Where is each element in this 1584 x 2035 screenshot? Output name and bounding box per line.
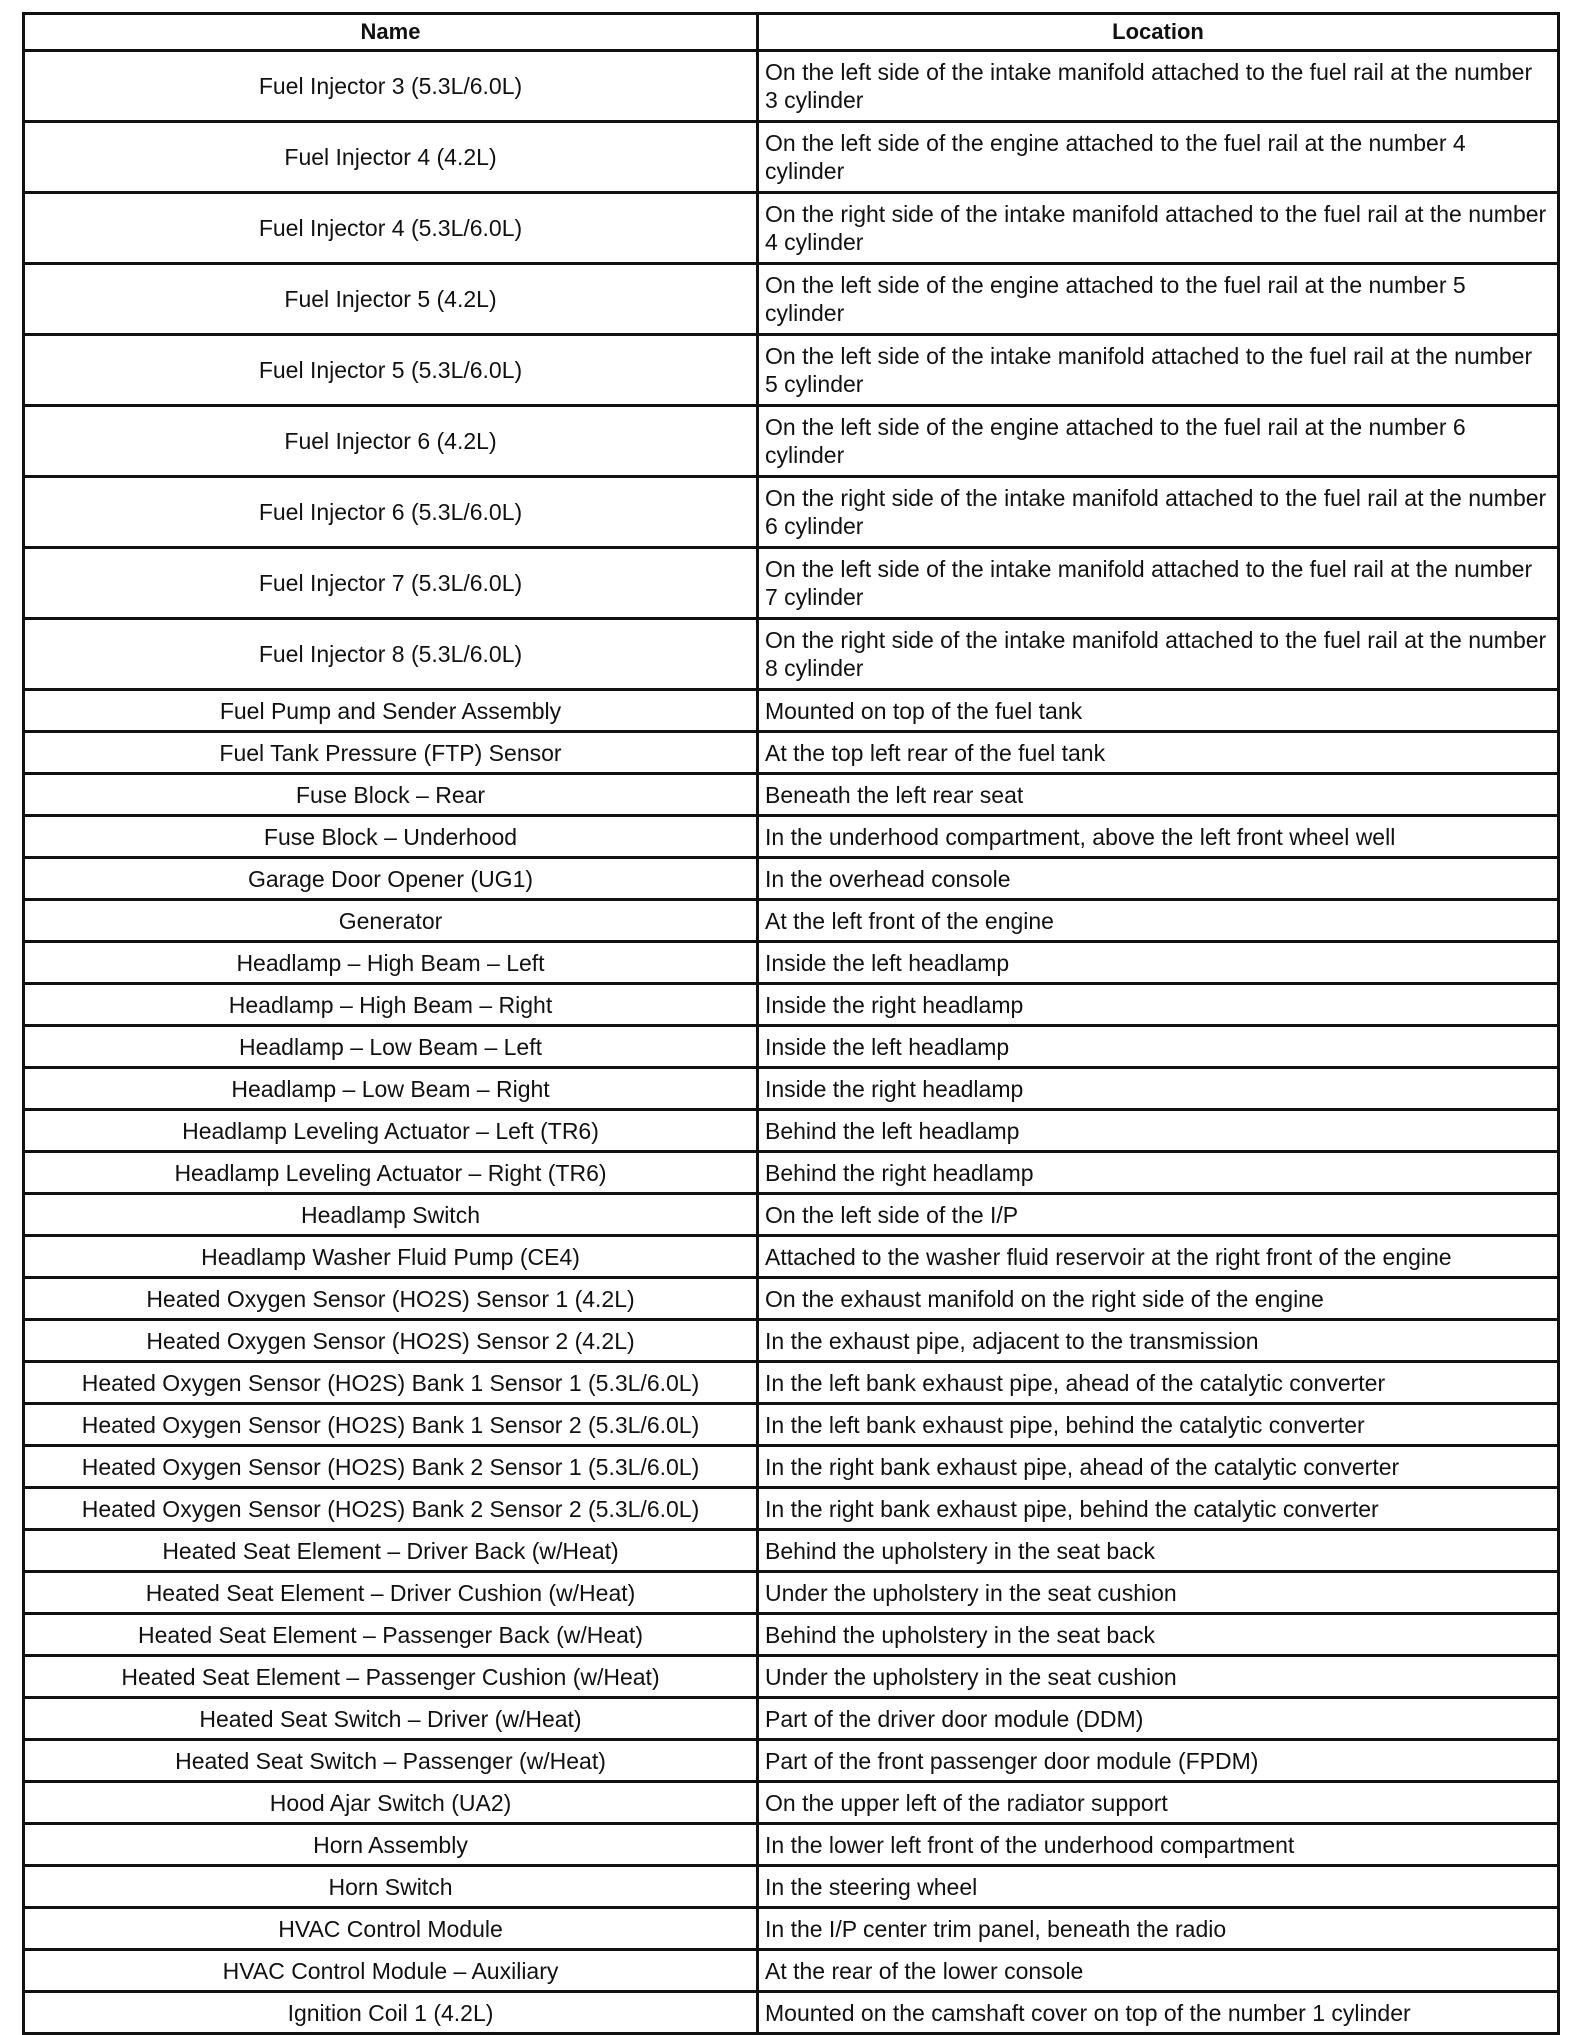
cell-component-location: Mounted on the camshaft cover on top of the number 1 cylinder xyxy=(758,1992,1559,2034)
cell-component-name: Heated Oxygen Sensor (HO2S) Bank 2 Sensor 2 (5.3L/6.0L) xyxy=(24,1488,758,1530)
cell-component-location: Beneath the left rear seat xyxy=(758,774,1559,816)
table-row xyxy=(24,548,1559,619)
cell-component-name: Fuel Injector 4 (5.3L/6.0L) xyxy=(24,193,758,264)
table-row xyxy=(24,690,1559,732)
table-row xyxy=(24,264,1559,335)
cell-component-name: Heated Seat Element – Passenger Cushion (w/Heat) xyxy=(24,1656,758,1698)
table-row xyxy=(24,1614,1559,1656)
cell-component-name: Headlamp Leveling Actuator – Right (TR6) xyxy=(24,1152,758,1194)
cell-component-location: Attached to the washer fluid reservoir at the right front of the engine xyxy=(758,1236,1559,1278)
table-row xyxy=(24,1320,1559,1362)
table-body xyxy=(24,51,1559,2034)
cell-component-location: Behind the right headlamp xyxy=(758,1152,1559,1194)
table-row xyxy=(24,1194,1559,1236)
table-row xyxy=(24,942,1559,984)
cell-component-name: HVAC Control Module xyxy=(24,1908,758,1950)
component-location-table xyxy=(22,12,1560,2035)
cell-component-name: Heated Oxygen Sensor (HO2S) Bank 1 Sensor 2 (5.3L/6.0L) xyxy=(24,1404,758,1446)
cell-component-location: Inside the right headlamp xyxy=(758,1068,1559,1110)
cell-component-location: Behind the upholstery in the seat back xyxy=(758,1614,1559,1656)
cell-component-location: On the left side of the intake manifold attached to the fuel rail at the number 5 cylinder xyxy=(758,335,1559,406)
table-row xyxy=(24,1698,1559,1740)
cell-component-name: Horn Assembly xyxy=(24,1824,758,1866)
table-row xyxy=(24,1362,1559,1404)
table-row xyxy=(24,858,1559,900)
cell-component-location: On the upper left of the radiator support xyxy=(758,1782,1559,1824)
cell-component-location: On the right side of the intake manifold attached to the fuel rail at the number 8 cylinder xyxy=(758,619,1559,690)
cell-component-name: Headlamp Washer Fluid Pump (CE4) xyxy=(24,1236,758,1278)
table-row xyxy=(24,1530,1559,1572)
table-row xyxy=(24,1026,1559,1068)
cell-component-name: Headlamp – High Beam – Left xyxy=(24,942,758,984)
component-location-table-container xyxy=(22,12,1560,2035)
cell-component-location: In the steering wheel xyxy=(758,1866,1559,1908)
cell-component-location: Inside the left headlamp xyxy=(758,942,1559,984)
cell-component-name: Fuel Injector 3 (5.3L/6.0L) xyxy=(24,51,758,122)
cell-component-location: Part of the driver door module (DDM) xyxy=(758,1698,1559,1740)
table-row xyxy=(24,619,1559,690)
cell-component-location: In the exhaust pipe, adjacent to the transmission xyxy=(758,1320,1559,1362)
table-row xyxy=(24,1866,1559,1908)
column-header-location: Location xyxy=(758,14,1559,51)
cell-component-name: Headlamp – Low Beam – Right xyxy=(24,1068,758,1110)
table-row xyxy=(24,1446,1559,1488)
cell-component-location: Inside the right headlamp xyxy=(758,984,1559,1026)
cell-component-location: Part of the front passenger door module (FPDM) xyxy=(758,1740,1559,1782)
cell-component-name: Hood Ajar Switch (UA2) xyxy=(24,1782,758,1824)
cell-component-location: On the left side of the engine attached to the fuel rail at the number 5 cylinder xyxy=(758,264,1559,335)
table-row xyxy=(24,51,1559,122)
cell-component-name: Heated Seat Switch – Driver (w/Heat) xyxy=(24,1698,758,1740)
table-row xyxy=(24,774,1559,816)
table-row xyxy=(24,1782,1559,1824)
table-row xyxy=(24,732,1559,774)
cell-component-name: Heated Oxygen Sensor (HO2S) Bank 1 Sensor 1 (5.3L/6.0L) xyxy=(24,1362,758,1404)
cell-component-location: In the overhead console xyxy=(758,858,1559,900)
cell-component-location: On the left side of the I/P xyxy=(758,1194,1559,1236)
cell-component-location: In the left bank exhaust pipe, ahead of the catalytic converter xyxy=(758,1362,1559,1404)
cell-component-name: Fuse Block – Rear xyxy=(24,774,758,816)
cell-component-location: On the exhaust manifold on the right side of the engine xyxy=(758,1278,1559,1320)
cell-component-name: Ignition Coil 1 (4.2L) xyxy=(24,1992,758,2034)
cell-component-location: On the left side of the intake manifold attached to the fuel rail at the number 3 cylinder xyxy=(758,51,1559,122)
table-row xyxy=(24,122,1559,193)
cell-component-location: At the top left rear of the fuel tank xyxy=(758,732,1559,774)
table-row xyxy=(24,816,1559,858)
table-row xyxy=(24,1656,1559,1698)
cell-component-name: Heated Oxygen Sensor (HO2S) Sensor 1 (4.2L) xyxy=(24,1278,758,1320)
cell-component-name: Fuel Injector 4 (4.2L) xyxy=(24,122,758,193)
cell-component-name: Heated Seat Element – Driver Back (w/Heat) xyxy=(24,1530,758,1572)
cell-component-name: Garage Door Opener (UG1) xyxy=(24,858,758,900)
cell-component-name: Heated Oxygen Sensor (HO2S) Sensor 2 (4.2L) xyxy=(24,1320,758,1362)
table-row xyxy=(24,1572,1559,1614)
cell-component-location: On the right side of the intake manifold attached to the fuel rail at the number 4 cylinder xyxy=(758,193,1559,264)
table-row xyxy=(24,1824,1559,1866)
table-row xyxy=(24,1110,1559,1152)
cell-component-name: Headlamp Switch xyxy=(24,1194,758,1236)
cell-component-location: In the left bank exhaust pipe, behind the catalytic converter xyxy=(758,1404,1559,1446)
table-row xyxy=(24,1740,1559,1782)
cell-component-name: Headlamp Leveling Actuator – Left (TR6) xyxy=(24,1110,758,1152)
cell-component-location: On the left side of the intake manifold attached to the fuel rail at the number 7 cylinder xyxy=(758,548,1559,619)
table-row xyxy=(24,1992,1559,2034)
cell-component-location: In the right bank exhaust pipe, ahead of the catalytic converter xyxy=(758,1446,1559,1488)
table-header-row xyxy=(24,14,1559,51)
table-row xyxy=(24,1236,1559,1278)
cell-component-name: Fuse Block – Underhood xyxy=(24,816,758,858)
cell-component-name: Fuel Injector 6 (5.3L/6.0L) xyxy=(24,477,758,548)
table-row xyxy=(24,1488,1559,1530)
table-row xyxy=(24,193,1559,264)
cell-component-location: On the right side of the intake manifold attached to the fuel rail at the number 6 cylinder xyxy=(758,477,1559,548)
cell-component-name: Fuel Injector 6 (4.2L) xyxy=(24,406,758,477)
cell-component-location: In the I/P center trim panel, beneath the radio xyxy=(758,1908,1559,1950)
cell-component-location: Under the upholstery in the seat cushion xyxy=(758,1572,1559,1614)
cell-component-location: Under the upholstery in the seat cushion xyxy=(758,1656,1559,1698)
cell-component-location: On the left side of the engine attached to the fuel rail at the number 6 cylinder xyxy=(758,406,1559,477)
table-row xyxy=(24,900,1559,942)
table-row xyxy=(24,1404,1559,1446)
cell-component-location: On the left side of the engine attached to the fuel rail at the number 4 cylinder xyxy=(758,122,1559,193)
cell-component-name: Heated Seat Switch – Passenger (w/Heat) xyxy=(24,1740,758,1782)
table-row xyxy=(24,1950,1559,1992)
cell-component-location: At the left front of the engine xyxy=(758,900,1559,942)
table-row xyxy=(24,406,1559,477)
cell-component-location: Inside the left headlamp xyxy=(758,1026,1559,1068)
cell-component-name: Heated Seat Element – Passenger Back (w/Heat) xyxy=(24,1614,758,1656)
cell-component-name: Fuel Tank Pressure (FTP) Sensor xyxy=(24,732,758,774)
table-row xyxy=(24,477,1559,548)
cell-component-location: Behind the upholstery in the seat back xyxy=(758,1530,1559,1572)
cell-component-name: Headlamp – High Beam – Right xyxy=(24,984,758,1026)
cell-component-location: Behind the left headlamp xyxy=(758,1110,1559,1152)
cell-component-name: Heated Oxygen Sensor (HO2S) Bank 2 Sensor 1 (5.3L/6.0L) xyxy=(24,1446,758,1488)
cell-component-name: Fuel Injector 5 (4.2L) xyxy=(24,264,758,335)
cell-component-name: Fuel Pump and Sender Assembly xyxy=(24,690,758,732)
cell-component-location: In the right bank exhaust pipe, behind the catalytic converter xyxy=(758,1488,1559,1530)
cell-component-name: HVAC Control Module – Auxiliary xyxy=(24,1950,758,1992)
cell-component-name: Fuel Injector 5 (5.3L/6.0L) xyxy=(24,335,758,406)
cell-component-location: In the underhood compartment, above the left front wheel well xyxy=(758,816,1559,858)
cell-component-location: Mounted on top of the fuel tank xyxy=(758,690,1559,732)
table-row xyxy=(24,1152,1559,1194)
table-row xyxy=(24,1278,1559,1320)
cell-component-name: Fuel Injector 8 (5.3L/6.0L) xyxy=(24,619,758,690)
cell-component-name: Fuel Injector 7 (5.3L/6.0L) xyxy=(24,548,758,619)
table-row xyxy=(24,1068,1559,1110)
cell-component-location: At the rear of the lower console xyxy=(758,1950,1559,1992)
table-row xyxy=(24,335,1559,406)
cell-component-name: Headlamp – Low Beam – Left xyxy=(24,1026,758,1068)
table-row xyxy=(24,984,1559,1026)
cell-component-name: Horn Switch xyxy=(24,1866,758,1908)
column-header-name: Name xyxy=(24,14,758,51)
table-row xyxy=(24,1908,1559,1950)
cell-component-location: In the lower left front of the underhood compartment xyxy=(758,1824,1559,1866)
cell-component-name: Generator xyxy=(24,900,758,942)
cell-component-name: Heated Seat Element – Driver Cushion (w/Heat) xyxy=(24,1572,758,1614)
